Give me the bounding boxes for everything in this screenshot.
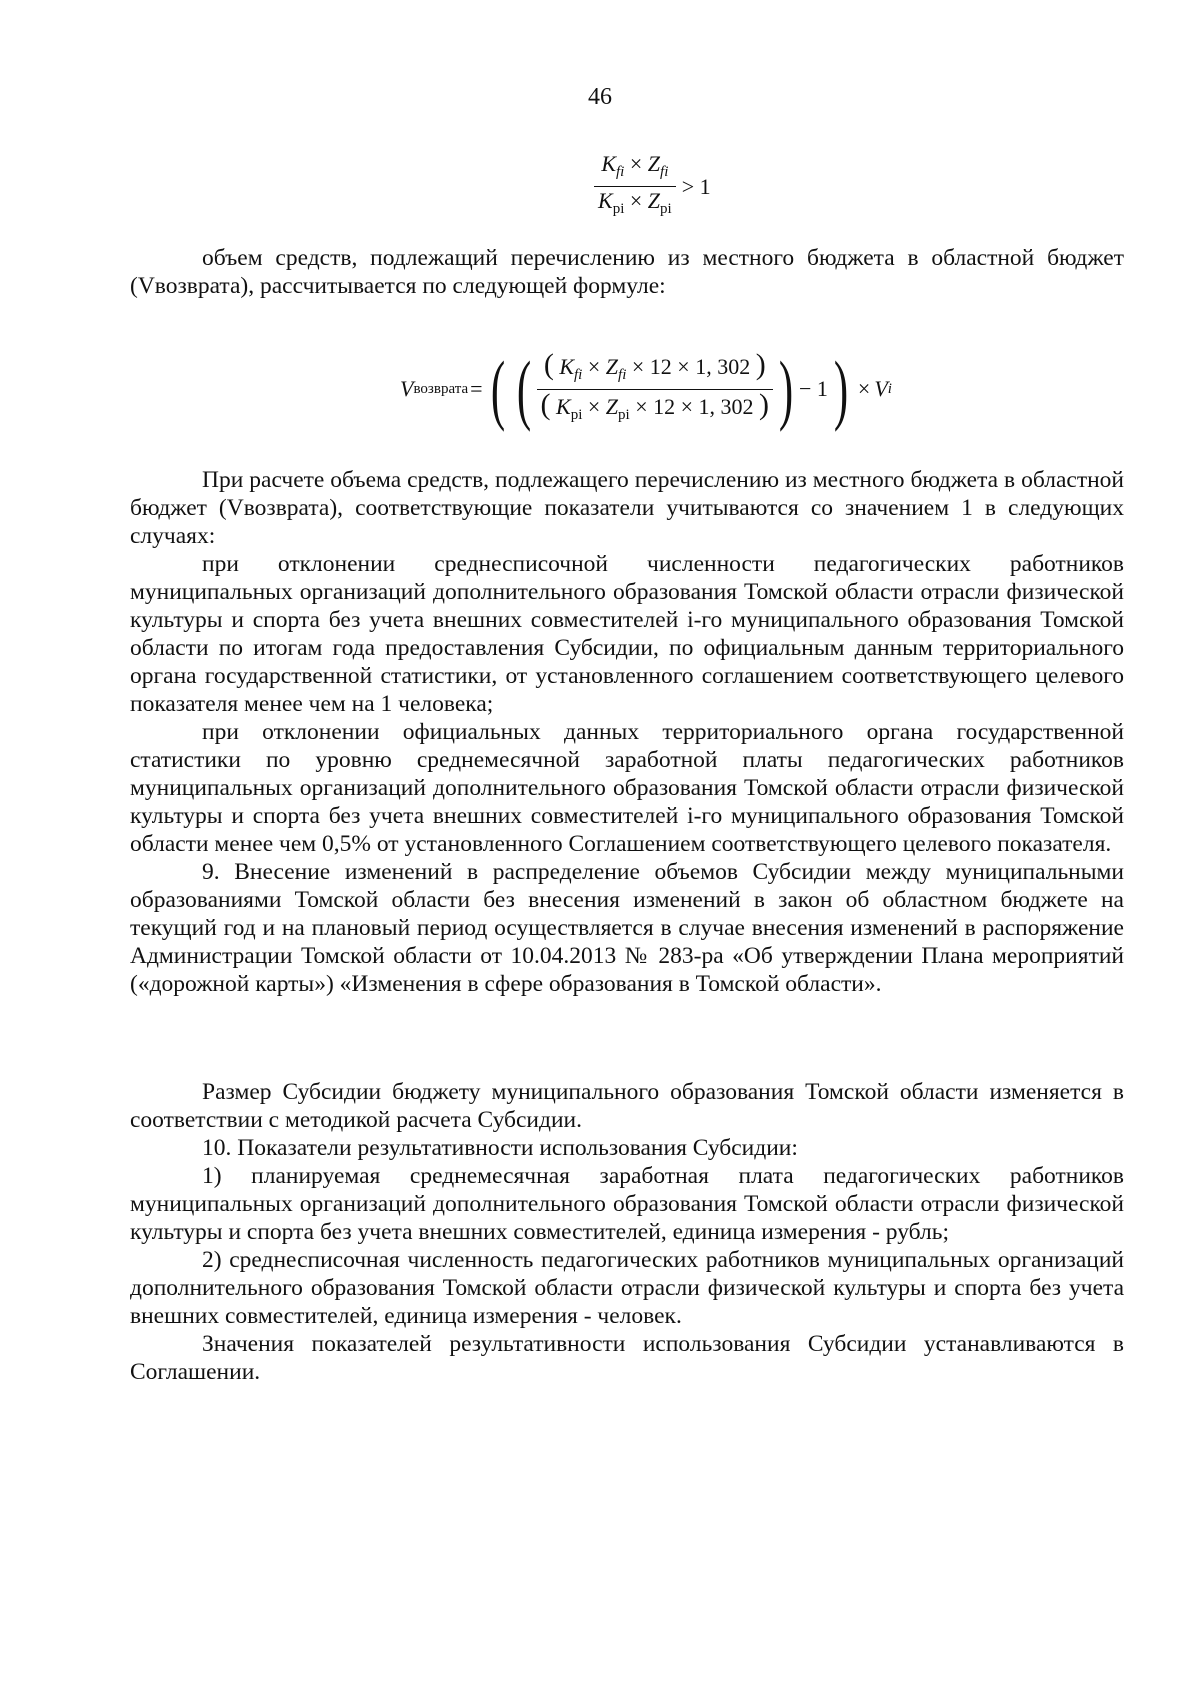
symbol-v: V bbox=[400, 376, 414, 401]
paragraph: При расчете объема средств, подлежащего перечислению из местного бюджета в областной бюджет (Vвозврата), соответствующие показатели учитываются со значением 1 в следующих случаях: bbox=[130, 467, 1124, 549]
minus-one: − 1 bbox=[799, 376, 828, 401]
symbol-k: K bbox=[556, 393, 571, 419]
symbol-z: Z bbox=[647, 151, 661, 176]
return-volume-formula bbox=[400, 345, 892, 433]
times-sign: × bbox=[857, 376, 871, 401]
times-sign: × bbox=[587, 353, 601, 379]
times-sign: × bbox=[587, 393, 601, 419]
outer-paren-open: ( bbox=[490, 345, 505, 432]
symbol-k: K bbox=[598, 188, 613, 213]
paragraph: Размер Субсидии бюджету муниципального образования Томской области изменяется в соответствии с методикой расчета Субсидии. bbox=[130, 1079, 1124, 1133]
times-sign: × bbox=[629, 188, 643, 213]
fraction-numerator bbox=[597, 150, 672, 186]
body-block-2 bbox=[130, 1078, 1124, 1386]
paren: ) bbox=[759, 387, 770, 421]
outer-paren-close: ) bbox=[833, 345, 849, 432]
subscript: pi bbox=[612, 201, 625, 217]
times-sign: × bbox=[629, 151, 643, 176]
symbol-z: Z bbox=[605, 393, 619, 419]
symbol-k: K bbox=[601, 151, 617, 176]
subscript: fi bbox=[660, 164, 669, 180]
fraction-denominator bbox=[594, 186, 676, 223]
page-number: 46 bbox=[588, 84, 612, 110]
paragraph: 10. Показатели результативности использования Субсидии: bbox=[202, 1135, 798, 1161]
paren: ( bbox=[540, 387, 551, 421]
fraction-numerator bbox=[540, 347, 770, 389]
multiplier-text: × 12 × 1, 302 bbox=[631, 353, 751, 379]
relation-greater-than-one: > 1 bbox=[681, 173, 711, 199]
equals-sign: = bbox=[470, 376, 483, 401]
fraction-denominator bbox=[537, 389, 774, 429]
volume-intro-paragraph bbox=[130, 244, 1124, 300]
body-block-1 bbox=[130, 466, 1124, 998]
symbol-z: Z bbox=[647, 188, 661, 213]
subscript: fi bbox=[618, 366, 627, 383]
paragraph: 9. Внесение изменений в распределение объемов Субсидии между муниципальными образованиями Томской области без внесения изменений в закон об областном бюджете на текущий год и на плановый период осуществляется в случае внесения изменений в распоряжение Администрации Томской области от 10.04.2013 № 283-ра «Об утверждении Плана мероприятий («дорожной карты») «Изменения в сфере образования в Томской области». bbox=[130, 859, 1124, 997]
symbol-z: Z bbox=[605, 353, 619, 379]
subscript: i bbox=[887, 380, 892, 397]
subscript: fi bbox=[616, 164, 625, 180]
symbol-v: V bbox=[874, 376, 888, 401]
subscript: pi bbox=[570, 406, 583, 423]
ratio-fraction bbox=[594, 150, 676, 223]
inner-paren-close: ) bbox=[778, 345, 794, 432]
paragraph: объем средств, подлежащий перечислению из местного бюджета в областной бюджет (Vвозврата), рассчитывается по следующей формуле: bbox=[130, 245, 1124, 299]
paragraph: 1) планируемая среднемесячная заработная плата педагогических работников муниципальных организаций дополнительного образования Томской области отрасли физической культуры и спорта без учета внешних совместителей, единица измерения - рубль; bbox=[130, 1163, 1124, 1245]
paren: ) bbox=[755, 347, 766, 381]
paragraph: при отклонении официальных данных территориального органа государственной статистики по уровню среднемесячной заработной платы педагогических работников муниципальных организаций дополнительного образования Томской области отрасли физической культуры и спорта без учета внешних совместителей i-го муниципального образования Томской области менее чем 0,5% от установленного Соглашением соответствующего целевого показателя. bbox=[130, 719, 1124, 857]
paren: ( bbox=[543, 347, 554, 381]
multiplier-text: × 12 × 1, 302 bbox=[635, 393, 754, 419]
subscript: pi bbox=[618, 406, 630, 423]
subscript: возврата bbox=[413, 380, 469, 397]
subscript: pi bbox=[660, 201, 672, 217]
return-fraction bbox=[537, 347, 774, 429]
paragraph: при отклонении среднесписочной численности педагогических работников муниципальных организаций дополнительного образования Томской области отрасли физической культуры и спорта без учета внешних совместителей i-го муниципального образования Томской области по итогам года предоставления Субсидии, по официальным данным территориального органа государственной статистики, от установленного соглашением соответствующего целевого показателя менее чем на 1 человека; bbox=[130, 551, 1124, 717]
paragraph: 2) среднесписочная численность педагогических работников муниципальных организаций дополнительного образования Томской области отрасли физической культуры и спорта без учета внешних совместителей, единица измерения - человек. bbox=[130, 1247, 1124, 1329]
paragraph: Значения показателей результативности использования Субсидии устанавливаются в Соглашении. bbox=[130, 1331, 1124, 1385]
subscript: fi bbox=[574, 366, 583, 383]
symbol-k: K bbox=[559, 353, 575, 379]
ratio-condition-formula bbox=[594, 150, 711, 223]
inner-paren-open: ( bbox=[516, 345, 531, 432]
